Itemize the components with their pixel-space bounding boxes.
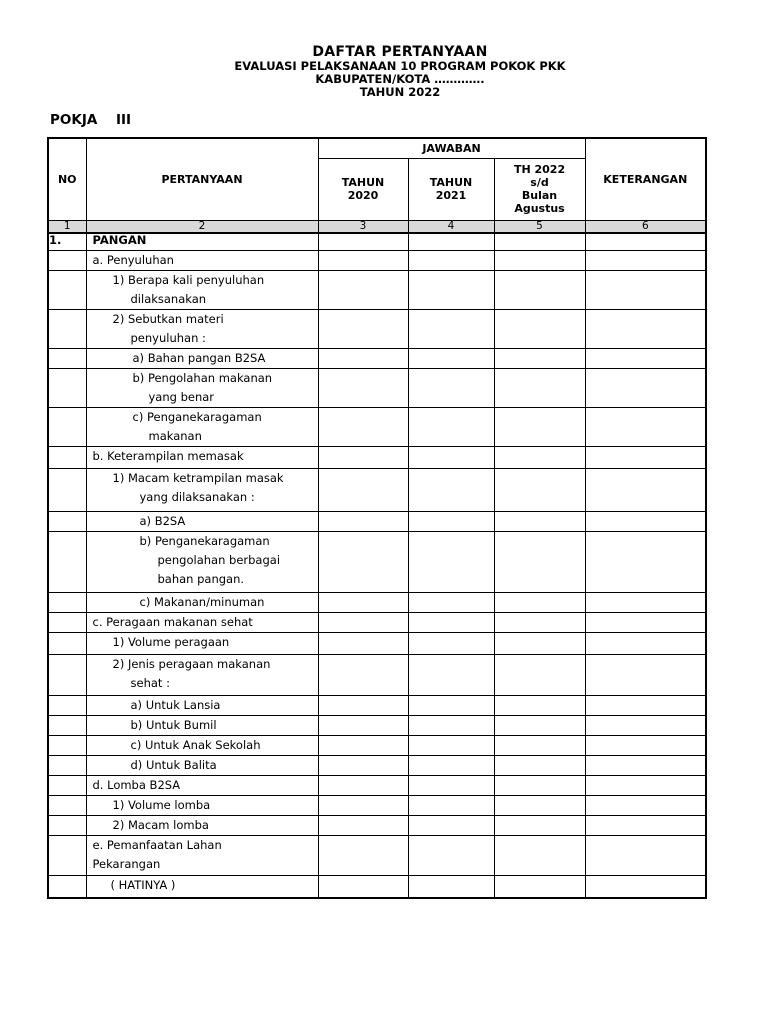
col-header-pertanyaan: PERTANYAAN (86, 138, 318, 220)
question-text: 1) Berapa kali penyuluhan (112, 273, 265, 287)
answer-2021-cell[interactable] (408, 756, 494, 776)
question-text: ( HATINYA ) (110, 878, 176, 892)
question-cell (86, 271, 318, 310)
question-text: penyuluhan : (130, 331, 206, 345)
question-text: 1) Volume peragaan (112, 635, 230, 649)
answer-2021-cell[interactable] (408, 816, 494, 836)
answer-2022-cell[interactable] (494, 369, 585, 408)
table-row (48, 532, 706, 593)
answer-2020-cell[interactable] (318, 593, 408, 613)
row-number: 1. (48, 233, 86, 251)
answer-2022-cell[interactable] (494, 251, 585, 271)
question-text: bahan pangan. (157, 572, 245, 586)
col-header-2022-line2: s/d (530, 176, 549, 189)
table-row (48, 696, 706, 716)
answer-2022-cell[interactable] (494, 512, 585, 532)
keterangan-cell[interactable] (585, 633, 706, 655)
row-number (48, 796, 86, 816)
answer-2022-cell[interactable] (494, 593, 585, 613)
col-header-th-2022 (494, 158, 585, 220)
table-row (48, 736, 706, 756)
table-row (48, 271, 706, 310)
question-text: Pekarangan (92, 857, 161, 871)
keterangan-cell[interactable] (585, 736, 706, 756)
question-cell (86, 613, 318, 633)
answer-2021-cell[interactable] (408, 696, 494, 716)
question-text: dilaksanakan (130, 292, 207, 306)
answer-2021-cell[interactable] (408, 532, 494, 593)
question-text: b) Untuk Bumil (130, 718, 217, 732)
col-header-2022-line4: Agustus (514, 202, 565, 215)
answer-2022-cell[interactable] (494, 349, 585, 369)
row-number (48, 271, 86, 310)
table-row (48, 408, 706, 447)
answer-2021-cell[interactable] (408, 593, 494, 613)
answer-2022-cell[interactable] (494, 310, 585, 349)
answer-2020-cell[interactable] (318, 310, 408, 349)
row-number (48, 776, 86, 796)
answer-2021-cell[interactable] (408, 776, 494, 796)
answer-2022-cell[interactable] (494, 716, 585, 736)
keterangan-cell[interactable] (585, 696, 706, 716)
question-text: d. Lomba B2SA (92, 778, 181, 792)
row-number (48, 369, 86, 408)
answer-2020-cell[interactable] (318, 796, 408, 816)
keterangan-cell[interactable] (585, 369, 706, 408)
answer-2022-cell[interactable] (494, 469, 585, 512)
answer-2020-cell[interactable] (318, 756, 408, 776)
keterangan-cell[interactable] (585, 408, 706, 447)
table-row (48, 233, 706, 251)
question-text: a) Bahan pangan B2SA (132, 351, 266, 365)
answer-2021-cell[interactable] (408, 736, 494, 756)
column-number-row (48, 220, 706, 233)
row-number (48, 876, 86, 898)
question-text: c) Penganekaragaman (132, 410, 262, 424)
question-cell (86, 836, 318, 876)
row-number (48, 512, 86, 532)
answer-2021-cell[interactable] (408, 349, 494, 369)
question-text: pengolahan berbagai (157, 553, 281, 567)
keterangan-cell[interactable] (585, 532, 706, 593)
answer-2020-cell[interactable] (318, 836, 408, 876)
answer-2020-cell[interactable] (318, 716, 408, 736)
keterangan-cell[interactable] (585, 876, 706, 898)
question-text: b) Penganekaragaman (139, 534, 270, 548)
answer-2021-cell[interactable] (408, 369, 494, 408)
question-text: yang dilaksanakan : (139, 490, 255, 504)
table-row (48, 633, 706, 655)
column-number: 1 (48, 220, 86, 233)
question-text: sehat : (130, 676, 170, 690)
question-text: a) Untuk Lansia (130, 698, 221, 712)
question-cell (86, 716, 318, 736)
question-text: c. Peragaan makanan sehat (92, 615, 253, 629)
answer-2022-cell[interactable] (494, 876, 585, 898)
question-cell (86, 796, 318, 816)
column-number: 3 (318, 220, 408, 233)
row-number (48, 836, 86, 876)
answer-2022-cell[interactable] (494, 696, 585, 716)
question-text: a. Penyuluhan (92, 253, 174, 267)
answer-2022-cell[interactable] (494, 633, 585, 655)
column-number: 4 (408, 220, 494, 233)
table-row (48, 613, 706, 633)
col-header-no: NO (48, 138, 86, 220)
col-header-tahun-2021 (408, 158, 494, 220)
col-header-2020-line1: TAHUN (341, 176, 385, 189)
document-subtitle-line2: KABUPATEN/KOTA …………. (315, 72, 485, 86)
answer-2020-cell[interactable] (318, 613, 408, 633)
answer-2022-cell[interactable] (494, 408, 585, 447)
question-text: yang benar (148, 390, 215, 404)
question-cell (86, 512, 318, 532)
answer-2020-cell[interactable] (318, 776, 408, 796)
table-row (48, 716, 706, 736)
table-row (48, 593, 706, 613)
row-number (48, 593, 86, 613)
question-cell (86, 233, 318, 251)
question-cell (86, 696, 318, 716)
keterangan-cell[interactable] (585, 251, 706, 271)
col-header-2021-line1: TAHUN (429, 176, 473, 189)
keterangan-cell[interactable] (585, 271, 706, 310)
question-text: d) Untuk Balita (130, 758, 217, 772)
question-cell (86, 736, 318, 756)
answer-2021-cell[interactable] (408, 408, 494, 447)
row-number (48, 736, 86, 756)
keterangan-cell[interactable] (585, 655, 706, 696)
answer-2022-cell[interactable] (494, 613, 585, 633)
question-cell (86, 776, 318, 796)
answer-2022-cell[interactable] (494, 655, 585, 696)
question-cell (86, 369, 318, 408)
keterangan-cell[interactable] (585, 756, 706, 776)
row-number (48, 756, 86, 776)
answer-2020-cell[interactable] (318, 349, 408, 369)
row-number (48, 469, 86, 512)
answer-2021-cell[interactable] (408, 655, 494, 696)
question-text: b) Pengolahan makanan (132, 371, 273, 385)
answer-2022-cell[interactable] (494, 532, 585, 593)
answer-2020-cell[interactable] (318, 532, 408, 593)
answer-2021-cell[interactable] (408, 233, 494, 251)
answer-2021-cell[interactable] (408, 447, 494, 469)
row-number (48, 613, 86, 633)
answer-2020-cell[interactable] (318, 655, 408, 696)
table-row (48, 776, 706, 796)
row-number (48, 310, 86, 349)
question-text: c) Untuk Anak Sekolah (130, 738, 261, 752)
question-text: 1) Volume lomba (112, 798, 211, 812)
question-cell (86, 593, 318, 613)
answer-2020-cell[interactable] (318, 512, 408, 532)
document-subtitle-line1: EVALUASI PELAKSANAAN 10 PROGRAM POKOK PKK (234, 59, 566, 73)
question-text: e. Pemanfaatan Lahan (92, 838, 222, 852)
question-text: makanan (148, 429, 202, 443)
answer-2021-cell[interactable] (408, 633, 494, 655)
answer-2020-cell[interactable] (318, 369, 408, 408)
answer-2022-cell[interactable] (494, 736, 585, 756)
keterangan-cell[interactable] (585, 796, 706, 816)
document-subtitle-line3: TAHUN 2022 (359, 85, 441, 99)
col-header-jawaban: JAWABAN (318, 138, 585, 158)
keterangan-cell[interactable] (585, 512, 706, 532)
document-title: DAFTAR PERTANYAAN (312, 44, 488, 60)
row-number (48, 816, 86, 836)
keterangan-cell[interactable] (585, 593, 706, 613)
answer-2021-cell[interactable] (408, 796, 494, 816)
column-number: 6 (585, 220, 706, 233)
answer-2022-cell[interactable] (494, 776, 585, 796)
row-number (48, 532, 86, 593)
answer-2022-cell[interactable] (494, 756, 585, 776)
answer-2020-cell[interactable] (318, 876, 408, 898)
answer-2021-cell[interactable] (408, 716, 494, 736)
question-text: 1) Macam ketrampilan masak (112, 471, 284, 485)
table-row (48, 876, 706, 898)
table-row (48, 369, 706, 408)
row-number (48, 633, 86, 655)
answer-2021-cell[interactable] (408, 836, 494, 876)
answer-2020-cell[interactable] (318, 408, 408, 447)
question-cell (86, 310, 318, 349)
answer-2021-cell[interactable] (408, 613, 494, 633)
question-text: 2) Sebutkan materi (112, 312, 224, 326)
row-number (48, 655, 86, 696)
question-text: PANGAN (92, 232, 147, 247)
col-header-keterangan: KETERANGAN (585, 138, 706, 220)
keterangan-cell[interactable] (585, 716, 706, 736)
table-row (48, 756, 706, 776)
answer-2020-cell[interactable] (318, 251, 408, 271)
pokja-label: POKJA III (50, 112, 132, 128)
table-row (48, 349, 706, 369)
col-header-2022-line1: TH 2022 (513, 163, 566, 176)
row-number (48, 408, 86, 447)
answer-2020-cell[interactable] (318, 469, 408, 512)
column-number: 5 (494, 220, 585, 233)
answer-2020-cell[interactable] (318, 696, 408, 716)
question-text: 2) Jenis peragaan makanan (112, 657, 271, 671)
answer-2020-cell[interactable] (318, 633, 408, 655)
question-text: 2) Macam lomba (112, 818, 209, 832)
col-header-2021-line2: 2021 (435, 189, 467, 202)
answer-2022-cell[interactable] (494, 836, 585, 876)
keterangan-cell[interactable] (585, 836, 706, 876)
row-number (48, 447, 86, 469)
table-row (48, 310, 706, 349)
keterangan-cell[interactable] (585, 310, 706, 349)
answer-2021-cell[interactable] (408, 310, 494, 349)
answer-2021-cell[interactable] (408, 469, 494, 512)
questionnaire-body (48, 233, 706, 898)
column-number: 2 (86, 220, 318, 233)
answer-2022-cell[interactable] (494, 447, 585, 469)
table-row (48, 469, 706, 512)
answer-2021-cell[interactable] (408, 251, 494, 271)
question-cell (86, 816, 318, 836)
col-header-tahun-2020 (318, 158, 408, 220)
answer-2021-cell[interactable] (408, 512, 494, 532)
answer-2022-cell[interactable] (494, 796, 585, 816)
row-number (48, 696, 86, 716)
answer-2020-cell[interactable] (318, 447, 408, 469)
row-number (48, 251, 86, 271)
question-cell (86, 251, 318, 271)
question-cell (86, 349, 318, 369)
table-row (48, 251, 706, 271)
keterangan-cell[interactable] (585, 349, 706, 369)
answer-2021-cell[interactable] (408, 876, 494, 898)
row-number (48, 349, 86, 369)
answer-2020-cell[interactable] (318, 736, 408, 756)
answer-2020-cell[interactable] (318, 816, 408, 836)
document-header (0, 44, 768, 99)
keterangan-cell[interactable] (585, 447, 706, 469)
table-row (48, 655, 706, 696)
table-row (48, 512, 706, 532)
table-row (48, 796, 706, 816)
question-cell (86, 756, 318, 776)
question-cell (86, 876, 318, 898)
answer-2021-cell[interactable] (408, 271, 494, 310)
header-row-1 (48, 138, 706, 158)
question-text: c) Makanan/minuman (139, 595, 265, 609)
question-cell (86, 532, 318, 593)
question-cell (86, 408, 318, 447)
question-text: b. Keterampilan memasak (92, 449, 244, 463)
table-row (48, 447, 706, 469)
keterangan-cell[interactable] (585, 233, 706, 251)
keterangan-cell[interactable] (585, 469, 706, 512)
table-row (48, 816, 706, 836)
col-header-2022-line3: Bulan (521, 189, 558, 202)
question-cell (86, 655, 318, 696)
keterangan-cell[interactable] (585, 613, 706, 633)
question-cell (86, 633, 318, 655)
answer-2020-cell[interactable] (318, 271, 408, 310)
col-header-2020-line2: 2020 (347, 189, 379, 202)
answer-2022-cell[interactable] (494, 233, 585, 251)
question-text: a) B2SA (139, 514, 186, 528)
keterangan-cell[interactable] (585, 816, 706, 836)
question-cell (86, 447, 318, 469)
keterangan-cell[interactable] (585, 776, 706, 796)
question-cell (86, 469, 318, 512)
answer-2022-cell[interactable] (494, 271, 585, 310)
table-row (48, 836, 706, 876)
answer-2020-cell[interactable] (318, 233, 408, 251)
answer-2022-cell[interactable] (494, 816, 585, 836)
questionnaire-table (47, 137, 707, 899)
row-number (48, 716, 86, 736)
